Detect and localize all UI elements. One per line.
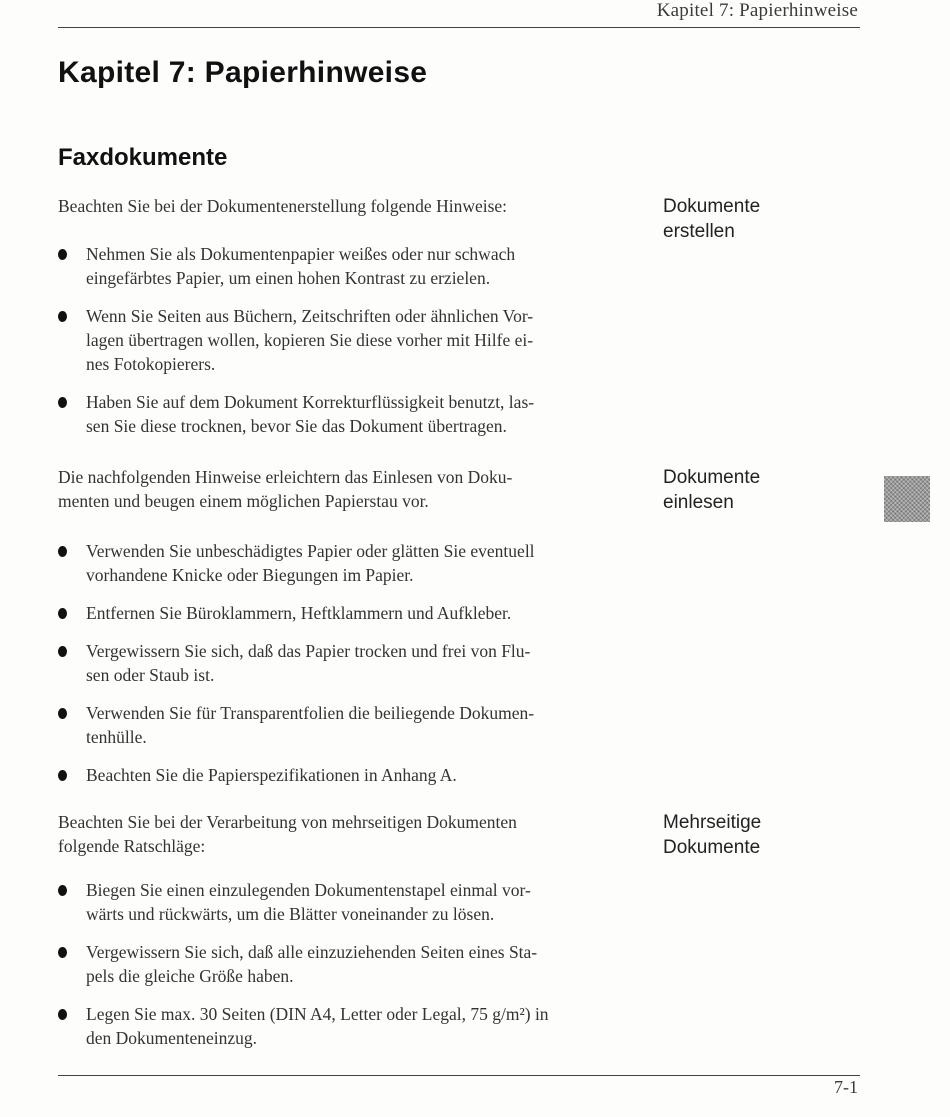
header-rule (58, 27, 860, 28)
section-1-bullet-list (58, 242, 643, 438)
bullet-icon (58, 1009, 67, 1020)
list-item: Entfernen Sie Büroklammern, Heftklammern und Aufkleber. (58, 601, 643, 625)
bullet-icon (58, 397, 67, 408)
bullet-icon (58, 249, 67, 260)
chapter-title: Kapitel 7: Papierhinweise (58, 56, 428, 89)
list-item: Nehmen Sie als Dokumentenpapier weißes oder nur schwach eingefärbtes Papier, um einen hohen Kontrast zu erzielen. (58, 242, 643, 290)
section-2-bullet-list (58, 539, 643, 787)
side-label-dokumente-einlesen: Dokumente einlesen (663, 467, 761, 513)
footer-rule (58, 1075, 860, 1076)
section-2-intro: Die nachfolgenden Hinweise erleichtern das Einlesen von Doku- menten und beugen einem möglichen Papierstau vor. (58, 467, 513, 511)
bullet-icon (58, 608, 67, 619)
bullet-icon (58, 708, 67, 719)
running-header: Kapitel 7: Papierhinweise (656, 0, 858, 21)
list-item: Biegen Sie einen einzulegenden Dokumentenstapel einmal vor- wärts und rückwärts, um die Blätter voneinander zu lösen. (58, 878, 643, 926)
bullet-icon (58, 546, 67, 557)
side-label-dokumente-erstellen: Dokumente erstellen (663, 196, 761, 242)
chapter-thumb-tab (884, 476, 930, 522)
section-3-intro: Beachten Sie bei der Verarbeitung von mehrseitigen Dokumenten folgende Ratschläge: (58, 812, 517, 856)
bullet-icon (58, 646, 67, 657)
bullet-icon (58, 947, 67, 958)
section-title: Faxdokumente (58, 144, 228, 171)
list-item: Wenn Sie Seiten aus Büchern, Zeitschriften oder ähnlichen Vor- lagen übertragen wollen, kopieren Sie diese vorher mit Hilfe ei- nes Fotokopierers. (58, 304, 643, 376)
section-1-intro: Beachten Sie bei der Dokumentenerstellung folgende Hinweise: (58, 196, 508, 216)
bullet-icon (58, 885, 67, 896)
bullet-icon (58, 311, 67, 322)
list-item: Vergewissern Sie sich, daß alle einzuziehenden Seiten eines Sta- pels die gleiche Größe haben. (58, 940, 643, 988)
list-item: Vergewissern Sie sich, daß das Papier trocken und frei von Flu- sen oder Staub ist. (58, 639, 643, 687)
list-item: Verwenden Sie für Transparentfolien die beiliegende Dokumen- tenhülle. (58, 701, 643, 749)
section-3-bullet-list (58, 878, 643, 1050)
bullet-icon (58, 770, 67, 781)
list-item: Verwenden Sie unbeschädigtes Papier oder glätten Sie eventuell vorhandene Knicke oder Biegungen im Papier. (58, 539, 643, 587)
list-item: Legen Sie max. 30 Seiten (DIN A4, Letter oder Legal, 75 g/m²) in den Dokumenteneinzug. (58, 1002, 643, 1050)
side-label-mehrseitige-dokumente: Mehrseitige Dokumente (663, 812, 762, 858)
list-item: Beachten Sie die Papierspezifikationen in Anhang A. (58, 763, 643, 787)
list-item: Haben Sie auf dem Dokument Korrekturflüssigkeit benutzt, las- sen Sie diese trocknen, bevor Sie das Dokument übertragen. (58, 390, 643, 438)
page-number: 7-1 (834, 1077, 858, 1097)
